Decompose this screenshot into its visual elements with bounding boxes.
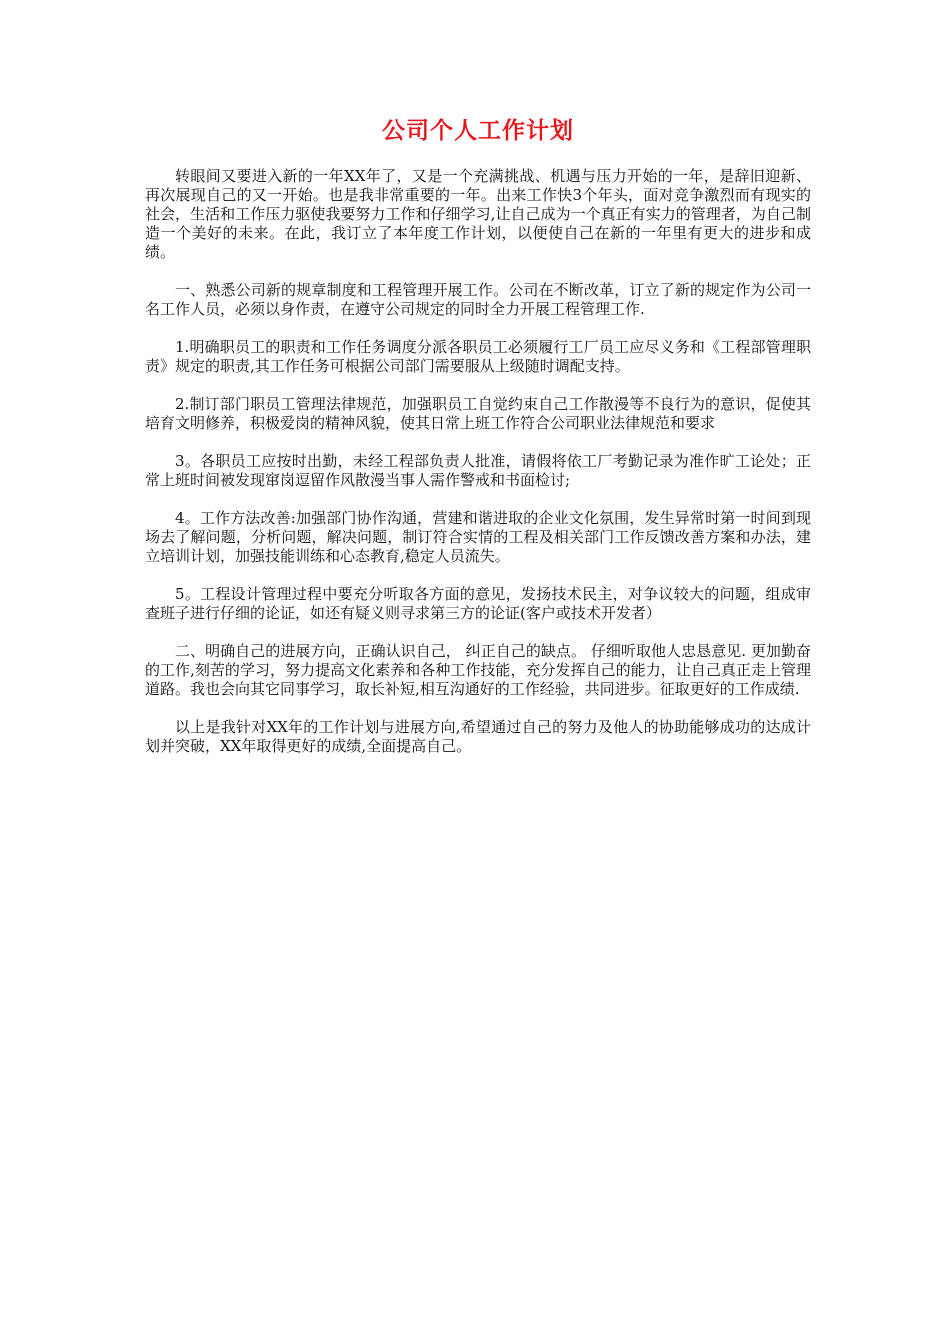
paragraph-section-two: 二、明确自己的进展方向，正确认识自己， 纠正自己的缺点。 仔细听取他人忠恳意见. 更加勤奋的工作,刻苦的学习，努力提高文化素养和各种工作技能，充分发挥自己的能力，让自己真正走上管理道路。我也会向其它同事学习，取长补短,相互沟通好的工作经验，共同进步。征取更好的工作成绩. [145,642,811,698]
paragraph-conclusion: 以上是我针对XX年的工作计划与进展方向,希望通过自己的努力及他人的协助能够成功的达成计划并突破，XX年取得更好的成绩,全面提高自己。 [145,718,811,755]
paragraph-item-5: 5。工程设计管理过程中要充分听取各方面的意见，发扬技术民主，对争议较大的问题，组成审查班子进行仔细的论证，如还有疑义则寻求第三方的论证(客户或技术开发者） [145,585,811,622]
paragraph-item-1: 1.明确职员工的职责和工作任务调度分派各职员工必须履行工厂员工应尽义务和《工程部管理职责》规定的职责,其工作任务可根据公司部门需要服从上级随时调配支持。 [145,338,811,375]
paragraph-item-3: 3。各职员工应按时出勤，未经工程部负责人批准，请假将依工厂考勤记录为准作旷工论处；正常上班时间被发现窜岗逗留作风散漫当事人需作警戒和书面检讨; [145,452,811,489]
paragraph-section-one: 一、熟悉公司新的规章制度和工程管理开展工作。公司在不断改革，订立了新的规定作为公司一名工作人员，必须以身作责，在遵守公司规定的同时全力开展工程管理工作. [145,281,811,318]
paragraph-intro: 转眼间又要进入新的一年XX年了，又是一个充满挑战、机遇与压力开始的一年，是辞旧迎新、再次展现自己的又一开始。也是我非常重要的一年。出来工作快3个年头，面对竞争激烈而有现实的社会，生活和工作压力驱使我要努力工作和仔细学习,让自己成为一个真正有实力的管理者，为自己制造一个美好的未来。在此，我订立了本年度工作计划，以便使自己在新的一年里有更大的进步和成绩。 [145,167,811,261]
paragraph-item-2: 2.制订部门职员工管理法律规范，加强职员工自觉约束自己工作散漫等不良行为的意识，促使其培育文明修养，积极爱岗的精神风貌，使其日常上班工作符合公司职业法律规范和要求 [145,395,811,432]
document-page [145,112,811,775]
document-title: 公司个人工作计划 [382,117,574,144]
paragraph-item-4: 4。工作方法改善:加强部门协作沟通，营建和谐进取的企业文化氛围，发生异常时第一时间到现场去了解问题，分析问题，解决问题，制订符合实情的工程及相关部门工作反馈改善方案和办法，建立培训计划，加强技能训练和心态教育,稳定人员流失。 [145,509,811,565]
